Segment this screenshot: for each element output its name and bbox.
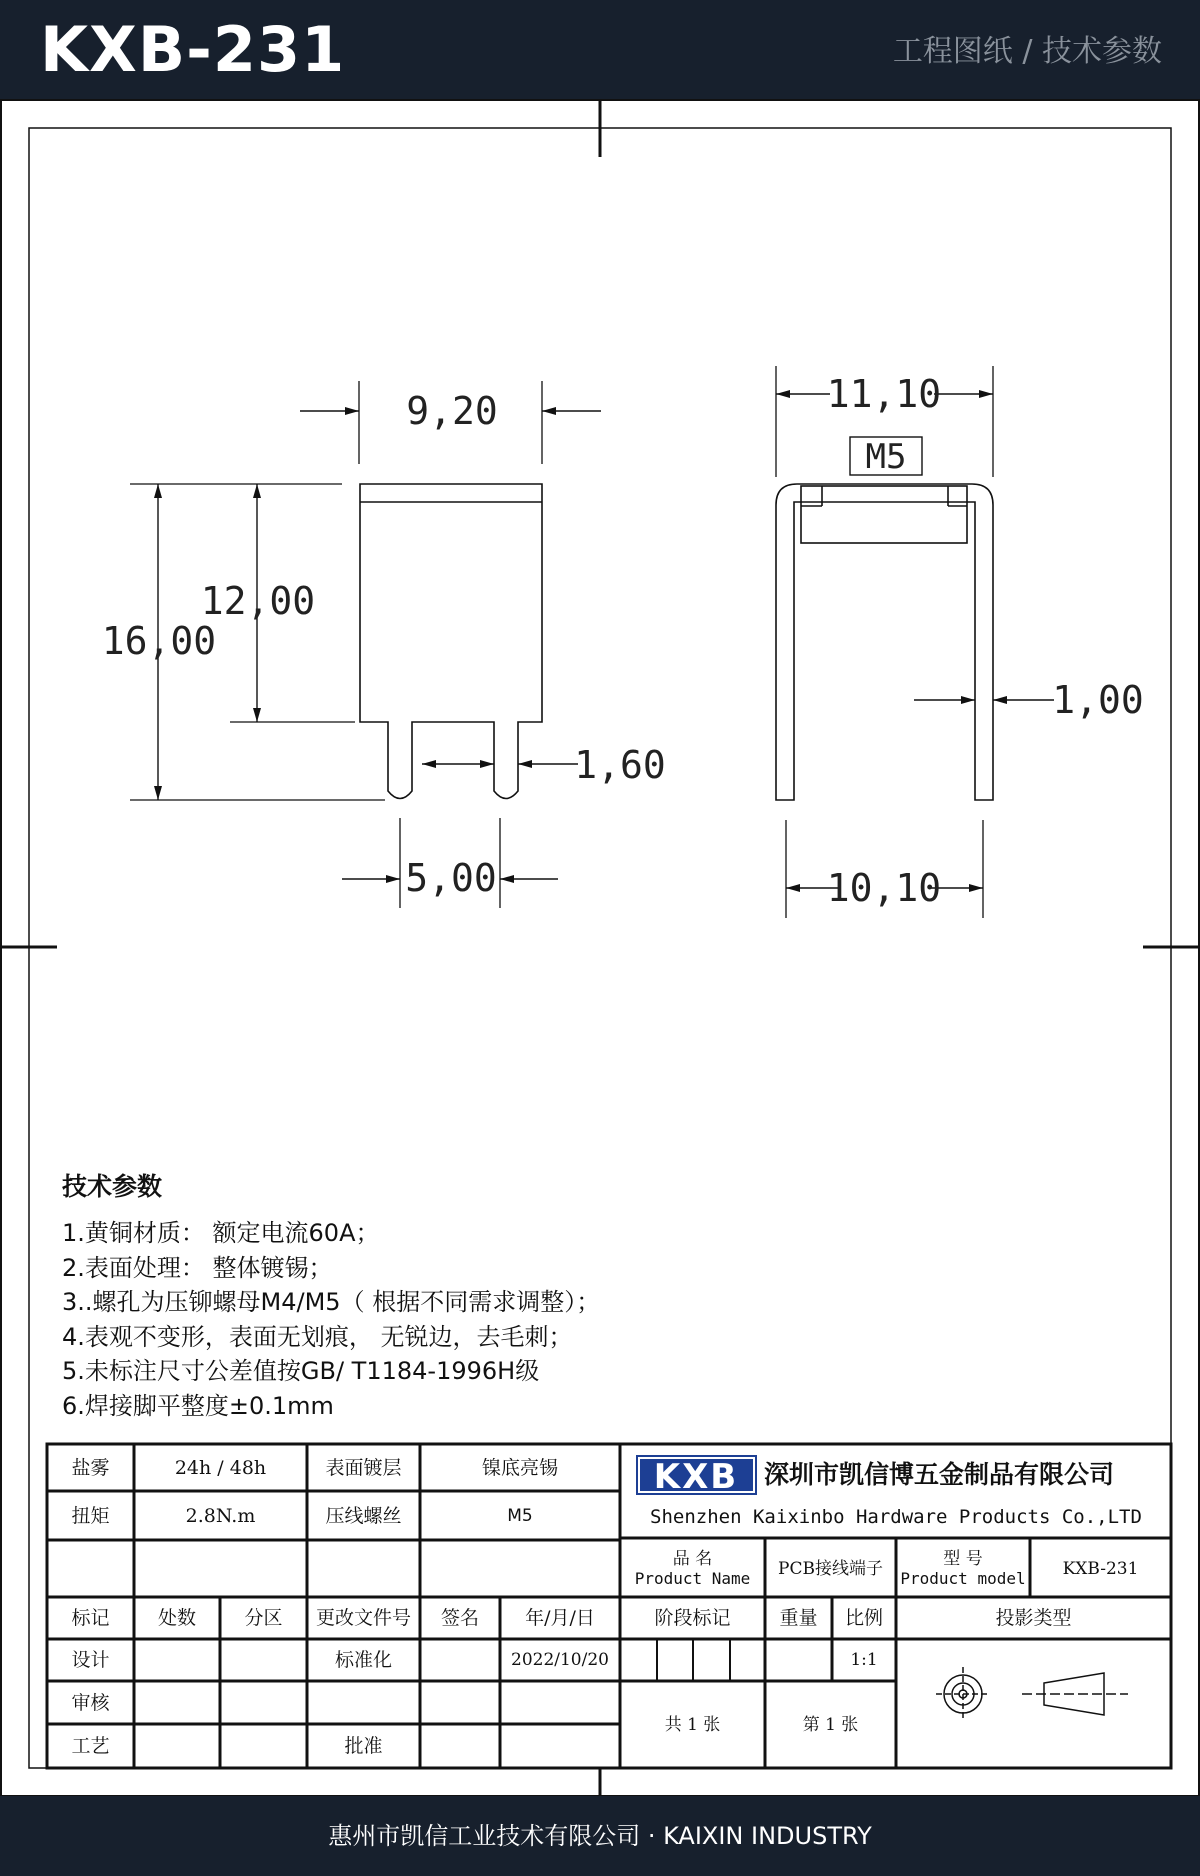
- product-name-en: Product Name: [634, 1568, 751, 1588]
- process-label: 工艺: [71, 1735, 110, 1757]
- company-name-en: Shenzhen Kaixinbo Hardware Products Co.,LTD: [650, 1506, 1142, 1528]
- model-label: [896, 1540, 1030, 1597]
- cell-screw-label: 压线螺丝: [325, 1504, 402, 1527]
- header-date: 年/月/日: [525, 1607, 595, 1629]
- header-count: 处数: [157, 1607, 196, 1629]
- cell-salt-spray-label: 盐雾: [71, 1456, 110, 1479]
- header-mark: 标记: [71, 1607, 110, 1629]
- spec-line: 2.表面处理： 整体镀锡；: [62, 1253, 333, 1282]
- header-signature: 签名: [440, 1607, 479, 1629]
- standardize-label: 标准化: [334, 1649, 392, 1671]
- projection-label: 投影类型: [995, 1607, 1072, 1629]
- scale-value: 1:1: [850, 1650, 878, 1670]
- dim-height-body: 12,00: [200, 579, 316, 623]
- front-dimension-labels: [102, 389, 666, 900]
- review-label: 审核: [71, 1691, 110, 1714]
- cell-torque-value: 2.8N.m: [185, 1504, 256, 1527]
- product-name-cn: 品 名: [672, 1548, 713, 1569]
- scale-label: 比例: [844, 1607, 883, 1629]
- design-label: 设计: [71, 1649, 110, 1671]
- product-name-label: [620, 1540, 765, 1597]
- dim-width-outer: 11,10: [826, 372, 942, 416]
- weight-label: 重量: [779, 1607, 818, 1629]
- cell-salt-spray-value: 24h / 48h: [174, 1456, 267, 1479]
- spec-line: 5.未标注尺寸公差值按GB/ T1184-1996H级: [62, 1357, 540, 1385]
- dim-height-total: 16,00: [101, 619, 217, 663]
- model-cn: 型 号: [943, 1548, 983, 1569]
- spec-line: 4.表观不变形，表面无划痕， 无锐边，去毛刺；: [62, 1322, 573, 1351]
- spec-line: 6.焊接脚平整度±0.1mm: [62, 1391, 334, 1420]
- dim-pin-width: 1,60: [574, 743, 666, 787]
- projection-symbol: [936, 1667, 1128, 1721]
- cell-plating-value: 镍底亮锡: [481, 1456, 558, 1479]
- footer-bar: [0, 1796, 1200, 1876]
- sheet-number: 第 1 张: [802, 1714, 859, 1735]
- dim-thickness: 1,00: [1052, 678, 1144, 722]
- dim-thread: M5: [865, 437, 907, 477]
- logo-text: KXB: [653, 1457, 739, 1497]
- dim-width-inner: 10,10: [826, 866, 942, 910]
- tech-specs: [62, 1170, 962, 1423]
- product-name-value: PCB接线端子: [778, 1558, 883, 1579]
- cell-screw-value: M5: [507, 1505, 533, 1526]
- company-name-cn: 深圳市凯信博五金制品有限公司: [764, 1460, 1115, 1489]
- sheets-total: 共 1 张: [664, 1714, 721, 1735]
- header-subtitle: 工程图纸 / 技术参数: [892, 34, 1162, 69]
- dim-pin-pitch: 5,00: [405, 856, 497, 900]
- model-value: KXB-231: [1062, 1558, 1139, 1579]
- kxb-logo: [636, 1455, 757, 1497]
- specs-title: 技术参数: [62, 1172, 163, 1201]
- footer-company: 惠州市凯信工业技术有限公司 · KAIXIN INDUSTRY: [328, 1822, 872, 1850]
- spec-line: 1.黄铜材质： 额定电流60A；: [62, 1219, 380, 1247]
- header-change-doc: 更改文件号: [315, 1607, 411, 1629]
- part-title: KXB-231: [40, 13, 346, 86]
- spec-line: 3..螺孔为压铆螺母M4/M5（ 根据不同需求调整）；: [62, 1288, 601, 1316]
- side-dimension-arrows: [776, 394, 1054, 888]
- side-dimension-labels: [827, 372, 1144, 910]
- dim-width-top: 9,20: [406, 389, 498, 433]
- cell-plating-label: 表面镀层: [325, 1456, 402, 1479]
- header-zone: 分区: [244, 1607, 283, 1629]
- design-date: 2022/10/20: [511, 1650, 609, 1670]
- cell-torque-label: 扭矩: [71, 1504, 110, 1527]
- front-dimension-arrows: [158, 411, 601, 879]
- stage-mark-label: 阶段标记: [654, 1607, 731, 1629]
- approve-label: 批准: [344, 1735, 383, 1757]
- model-en: Product model: [900, 1568, 1026, 1588]
